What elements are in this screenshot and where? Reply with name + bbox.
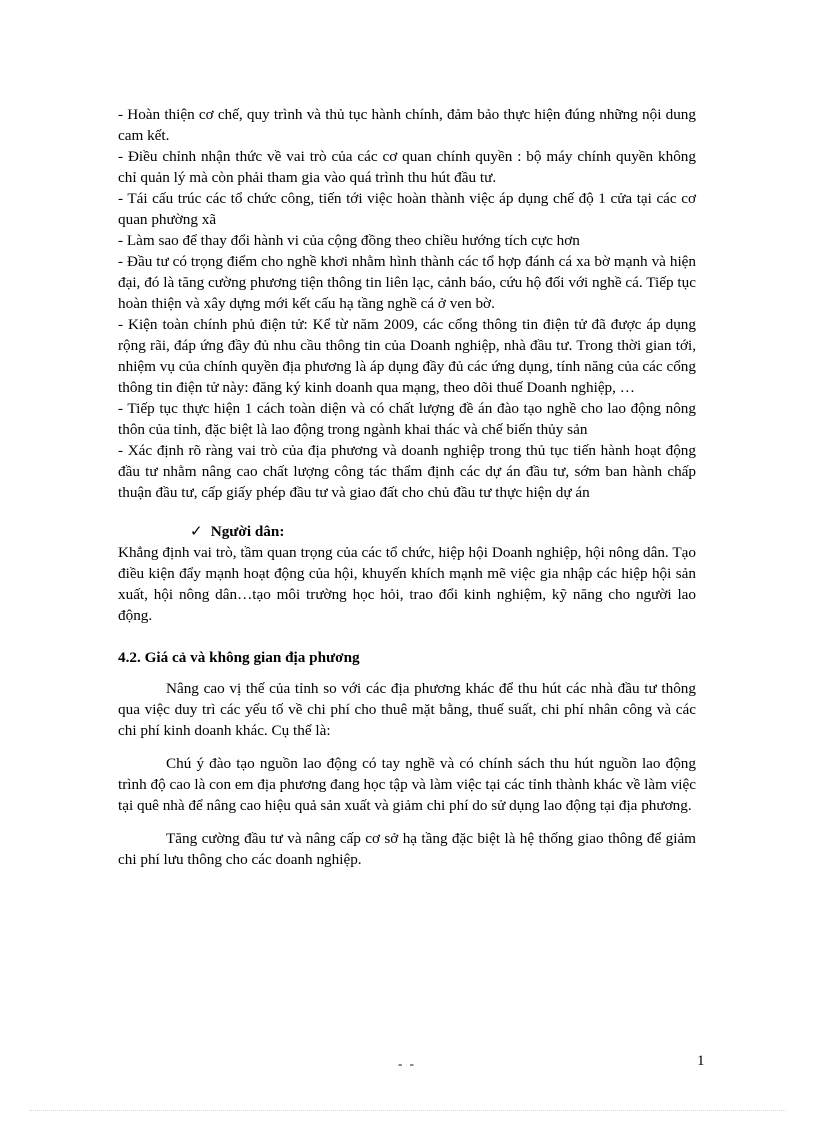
list-item: - Hoàn thiện cơ chế, quy trình và thủ tục hành chính, đảm bảo thực hiện đúng những nội dung cam kết. [118, 106, 696, 144]
list-item: - Làm sao để thay đổi hành vi của cộng đồng theo chiều hướng tích cực hơn [118, 232, 580, 249]
list-item: - Tiếp tục thực hiện 1 cách toàn diện và có chất lượng đề án đào tạo nghề cho lao động nông thôn của tỉnh, đặc biệt là lao động trong ngành khai thác và chế biến thủy sản [118, 400, 696, 438]
people-paragraph: Khẳng định vai trò, tầm quan trọng của các tổ chức, hiệp hội Doanh nghiệp, hội nông dân. Tạo điều kiện đẩy mạnh hoạt động của hội, khuyến khích mạnh mẽ việc gia nhập các hiệp hội sản xuất, hội nông dân…tạo môi trường học hỏi, trao đổi kinh nghiệm, kỹ năng cho người lao động. [118, 544, 696, 624]
people-heading-label: Người dân: [210, 523, 285, 540]
body-paragraph: Nâng cao vị thế của tỉnh so với các địa phương khác để thu hút các nhà đầu tư thông qua việc duy trì các yếu tố về chi phí cho thuê mặt bằng, thuế suất, chi phí nhân công và các chi phí kinh doanh khác. Cụ thể là: [118, 680, 696, 739]
page-number: 1 [697, 1053, 705, 1069]
bullet-list [118, 104, 696, 503]
section-heading: 4.2. Giá cả và không gian địa phương [118, 649, 360, 666]
page-bottom-border [30, 1110, 786, 1111]
checkmark-icon: ✓ [190, 523, 203, 540]
list-item: - Tái cấu trúc các tổ chức công, tiến tới việc hoàn thành việc áp dụng chế độ 1 cửa tại các cơ quan phường xã [118, 190, 696, 228]
page-body [118, 104, 696, 870]
body-paragraph: Tăng cường đầu tư và nâng cấp cơ sở hạ tầng đặc biệt là hệ thống giao thông để giảm chi phí lưu thông cho các doanh nghiệp. [118, 830, 696, 868]
list-item: - Xác định rõ ràng vai trò của địa phương và doanh nghiệp trong thủ tục tiến hành hoạt động đầu tư nhằm nâng cao chất lượng công tác thẩm định các dự án đầu tư, sớm ban hành chấp thuận đầu tư, cấp giấy phép đầu tư và giao đất cho chủ đầu tư thực hiện dự án [118, 442, 696, 501]
body-paragraph: Chú ý đào tạo nguồn lao động có tay nghề và có chính sách thu hút nguồn lao động trình độ cao là con em địa phương đang học tập và làm việc tại các tỉnh thành khác về làm việc tại quê nhà để nâng cao hiệu quả sản xuất và giảm chi phí do sử dụng lao động tại địa phương. [118, 755, 696, 814]
list-item: - Kiện toàn chính phủ điện tử: Kể từ năm 2009, các cổng thông tin điện tử đã được áp dụng rộng rãi, đáp ứng đầy đủ nhu cầu thông tin của Doanh nghiệp, nhà đầu tư. Trong thời gian tới, nhiệm vụ của chính quyền địa phương là áp dụng đầy đủ các ứng dụng, tính năng của các cổng thông tin điện tử này: đăng ký kinh doanh qua mạng, theo dõi thuế Doanh nghiệp, … [118, 316, 696, 396]
list-item: - Đầu tư có trọng điểm cho nghề khơi nhằm hình thành các tổ hợp đánh cá xa bờ mạnh và hiện đại, đó là tăng cường phương tiện thông tin liên lạc, cảnh báo, cứu hộ đối với nghề cá. Tiếp tục hoàn thiện và xây dựng mới kết cấu hạ tầng nghề cá ở ven bờ. [118, 253, 696, 312]
list-item: - Điều chỉnh nhận thức về vai trò của các cơ quan chính quyền : bộ máy chính quyền không chỉ quản lý mà còn phải tham gia vào quá trình thu hút đầu tư. [118, 148, 696, 186]
footer-mark: - - [398, 1056, 416, 1071]
people-heading [118, 521, 696, 542]
